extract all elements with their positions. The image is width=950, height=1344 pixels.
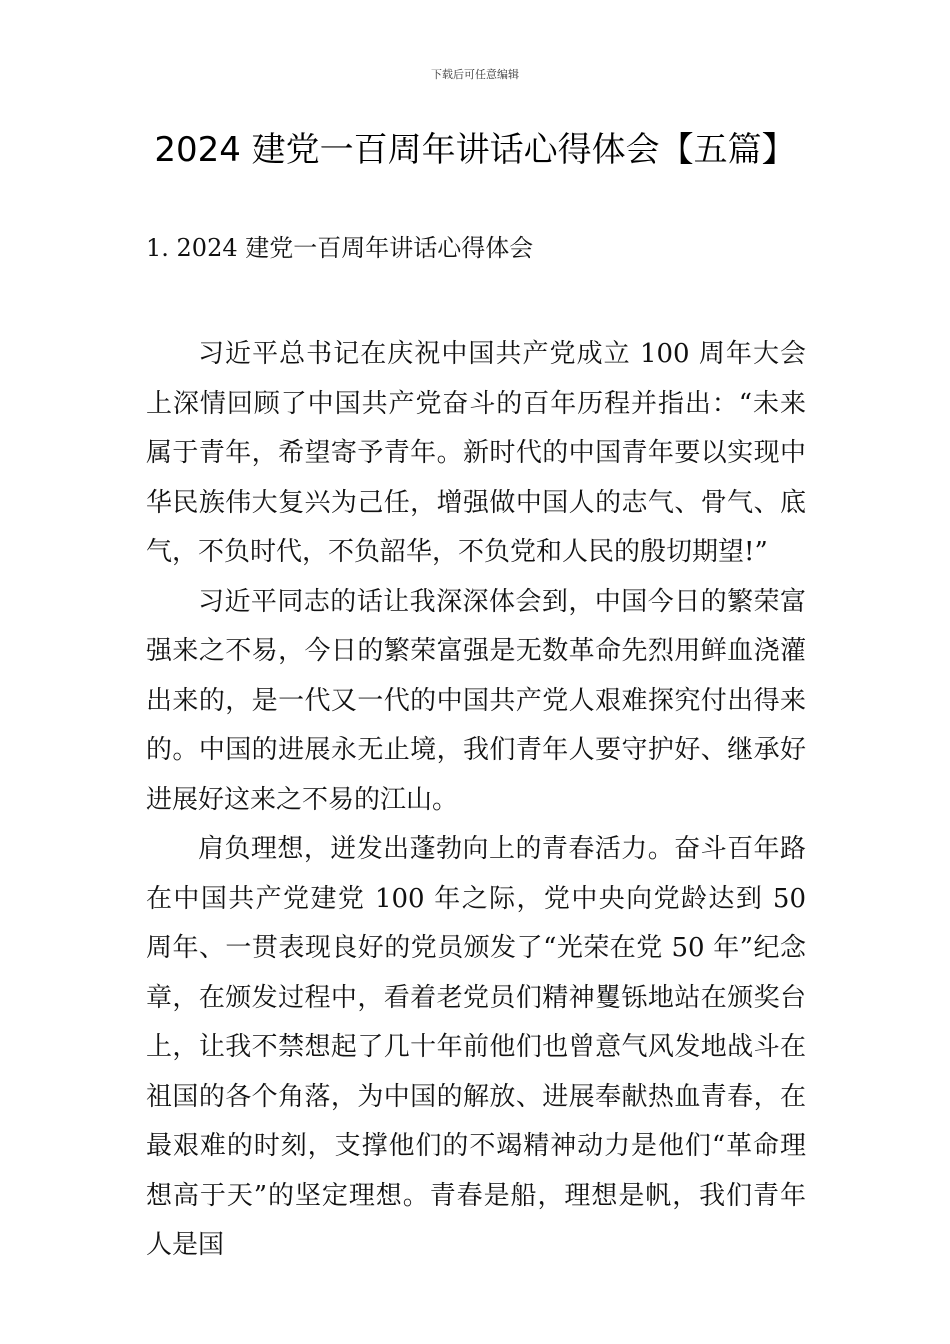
document-title: 2024 建党一百周年讲话心得体会【五篇】 (154, 130, 796, 170)
body-text (146, 330, 806, 1271)
paragraph: 肩负理想，迸发出蓬勃向上的青春活力。奋斗百年路在中国共产党建党 100 年之际，党中央向党龄达到 50 周年、一贯表现良好的党员颁发了“光荣在党 50 年”纪念章，在颁发过程中，看着老党员们精神矍铄地站在颁奖台上，让我不禁想起了几十年前他们也曾意气风发地战斗在祖国的各个角落，为中国的解放、进展奉献热血青春，在最艰难的时刻，支撑他们的不竭精神动力是他们“革命理想高于天”的坚定理想。青春是船，理想是帆，我们青年人是国 (146, 834, 806, 1260)
paragraph: 习近平总书记在庆祝中国共产党成立 100 周年大会上深情回顾了中国共产党奋斗的百年历程并指出：“未来属于青年，希望寄予青年。新时代的中国青年要以实现中华民族伟大复兴为己任，增强做中国人的志气、骨气、底气，不负时代，不负韶华，不负党和人民的殷切期望!” (146, 339, 806, 567)
paragraph: 习近平同志的话让我深深体会到，中国今日的繁荣富强来之不易，今日的繁荣富强是无数革命先烈用鲜血浇灌出来的，是一代又一代的中国共产党人艰难探究付出得来的。中国的进展永无止境，我们青年人要守护好、继承好进展好这来之不易的江山。 (146, 586, 806, 815)
header-note: 下载后可任意编辑 (431, 68, 519, 81)
section-heading: 1. 2024 建党一百周年讲话心得体会 (146, 234, 534, 262)
